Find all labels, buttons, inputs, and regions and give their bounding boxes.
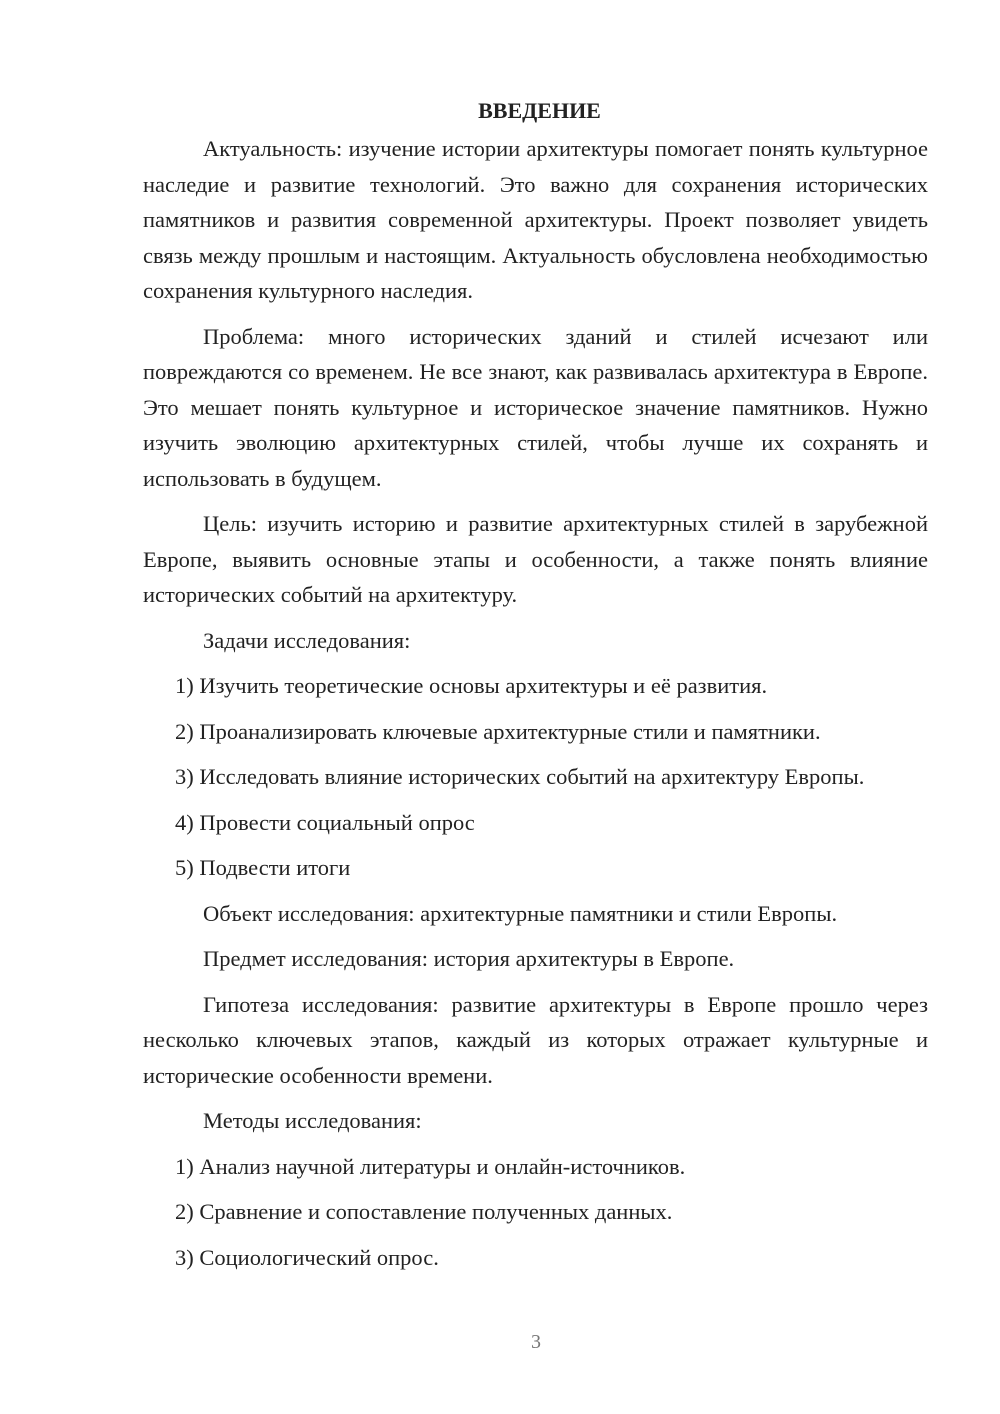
paragraph-object: Объект исследования: архитектурные памятники и стили Европы. <box>203 900 838 926</box>
paragraph-hypothesis: Гипотеза исследования: развитие архитектуры в Европе прошло через несколько ключевых этапов, каждый из которых отражает культурные и исторические особенности времени. <box>143 991 928 1088</box>
list-item: 5) Подвести итоги <box>175 855 351 880</box>
tasks-heading: Задачи исследования: <box>203 627 411 653</box>
list-item: 3) Исследовать влияние исторических событий на архитектуру Европы. <box>175 764 865 789</box>
list-item: 2) Сравнение и сопоставление полученных данных. <box>175 1199 673 1224</box>
list-item: 1) Анализ научной литературы и онлайн-источников. <box>175 1153 686 1179</box>
page-title: ВВЕДЕНИЕ <box>478 98 601 123</box>
page-number: 3 <box>531 1331 541 1353</box>
paragraph-problem: Проблема: много исторических зданий и стилей исчезают или повреждаются со временем. Не все знают, как развивалась архитектура в Европе. Это мешает понять культурное и историческое значение памятников. Нужно изучить эволюцию архитектурных стилей, чтобы лучше их сохранять и использовать в будущем. <box>143 323 928 491</box>
methods-list <box>143 1149 928 1276</box>
tasks-list <box>143 668 928 886</box>
list-item: 3) Социологический опрос. <box>175 1244 439 1270</box>
list-item: 2) Проанализировать ключевые архитектурные стили и памятники. <box>175 718 821 744</box>
paragraph-relevance: Актуальность: изучение истории архитектуры помогает понять культурное наследие и развитие технологий. Это важно для сохранения исторических памятников и развития современной архитектуры. Проект позволяет увидеть связь между прошлым и настоящим. Актуальность обусловлена необходимостью сохранения культурного наследия. <box>143 136 928 303</box>
methods-heading: Методы исследования: <box>203 1108 422 1133</box>
list-item: 4) Провести социальный опрос <box>175 809 475 835</box>
paragraph-subject: Предмет исследования: история архитектуры в Европе. <box>203 946 735 971</box>
document-page <box>143 97 928 1285</box>
list-item: 1) Изучить теоретические основы архитектуры и её развития. <box>175 673 768 698</box>
paragraph-goal: Цель: изучить историю и развитие архитектурных стилей в зарубежной Европе, выявить основные этапы и особенности, а также понять влияние исторических событий на архитектуру. <box>143 511 928 607</box>
